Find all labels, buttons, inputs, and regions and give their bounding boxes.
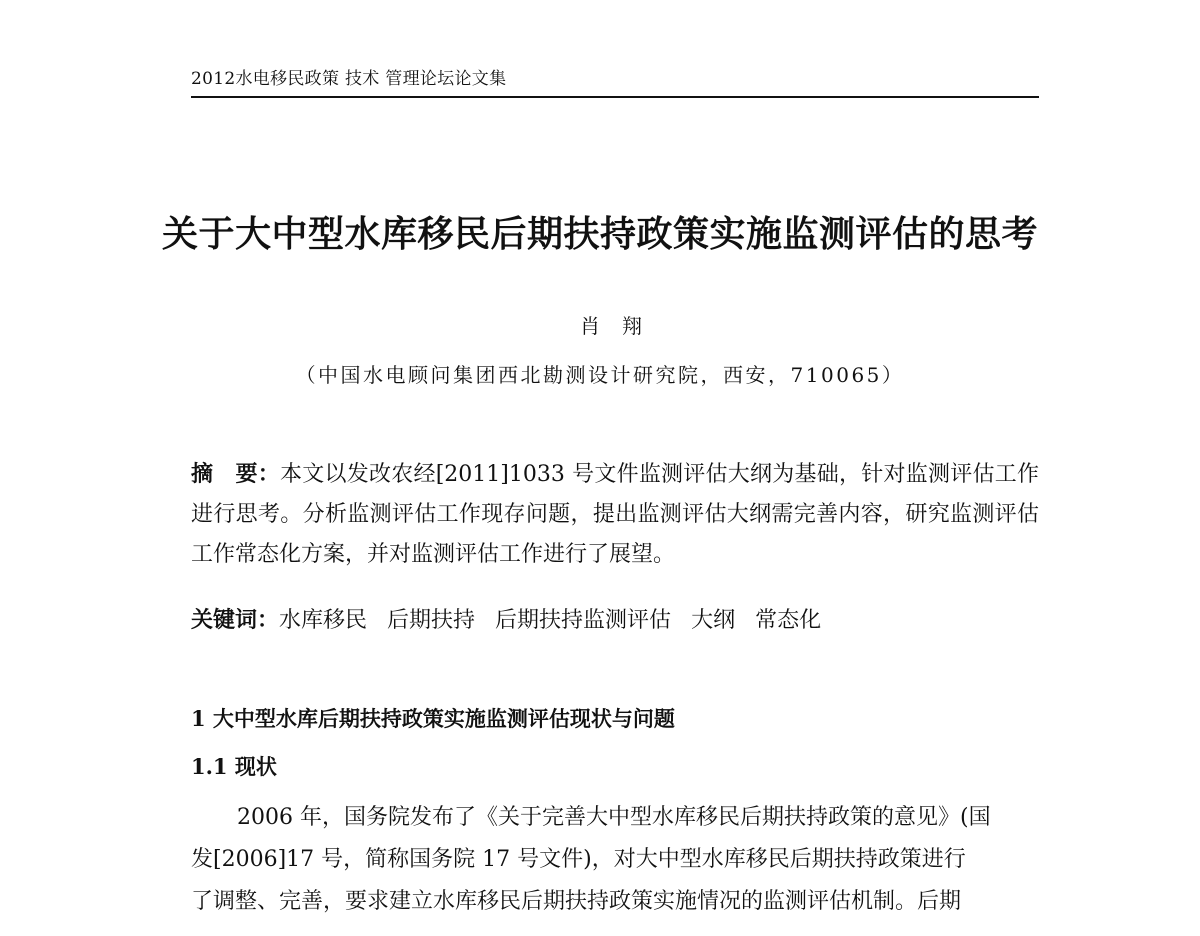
abstract-text: 本文以发改农经[2011]1033 号文件监测评估大纲为基础，针对监测评估工作进行思考。分析监测评估工作现存问题，提出监测评估大纲需完善内容，研究监测评估工作常态化方案，并对监测评估工作进行了展望。	[191, 462, 1039, 567]
keyword-item: 大纲	[691, 608, 736, 633]
author-name: 肖翔	[580, 314, 664, 338]
abstract	[191, 454, 1039, 575]
keyword-item: 后期扶持监测评估	[495, 608, 672, 633]
body-line: 发[2006]17 号，简称国务院 17 号文件)，对大中型水库移民后期扶持政策进行	[191, 847, 966, 872]
paper-title: 关于大中型水库移民后期扶持政策实施监测评估的思考	[161, 213, 1038, 255]
keywords-label: 关键词：	[191, 607, 280, 633]
running-header-text: 2012水电移民政策 技术 管理论坛论文集	[191, 69, 507, 89]
section-heading-1-1: 1.1 现状	[191, 754, 277, 779]
author-affiliation: （中国水电顾问集团西北勘测设计研究院，西安，710065）	[295, 363, 905, 387]
keyword-item: 常态化	[755, 608, 822, 633]
running-header	[191, 66, 1039, 98]
body-line: 了调整、完善，要求建立水库移民后期扶持政策实施情况的监测评估机制。后期	[191, 889, 962, 914]
abstract-label: 摘 要：	[191, 461, 280, 487]
body-paragraph	[191, 797, 1039, 923]
keyword-item: 水库移民	[279, 608, 368, 633]
section-heading-1: 1 大中型水库后期扶持政策实施监测评估现状与问题	[191, 706, 675, 731]
body-line: 2006 年，国务院发布了《关于完善大中型水库移民后期扶持政策的意见》(国	[237, 805, 991, 830]
keywords	[191, 600, 1039, 641]
keyword-item: 后期扶持	[387, 608, 476, 633]
